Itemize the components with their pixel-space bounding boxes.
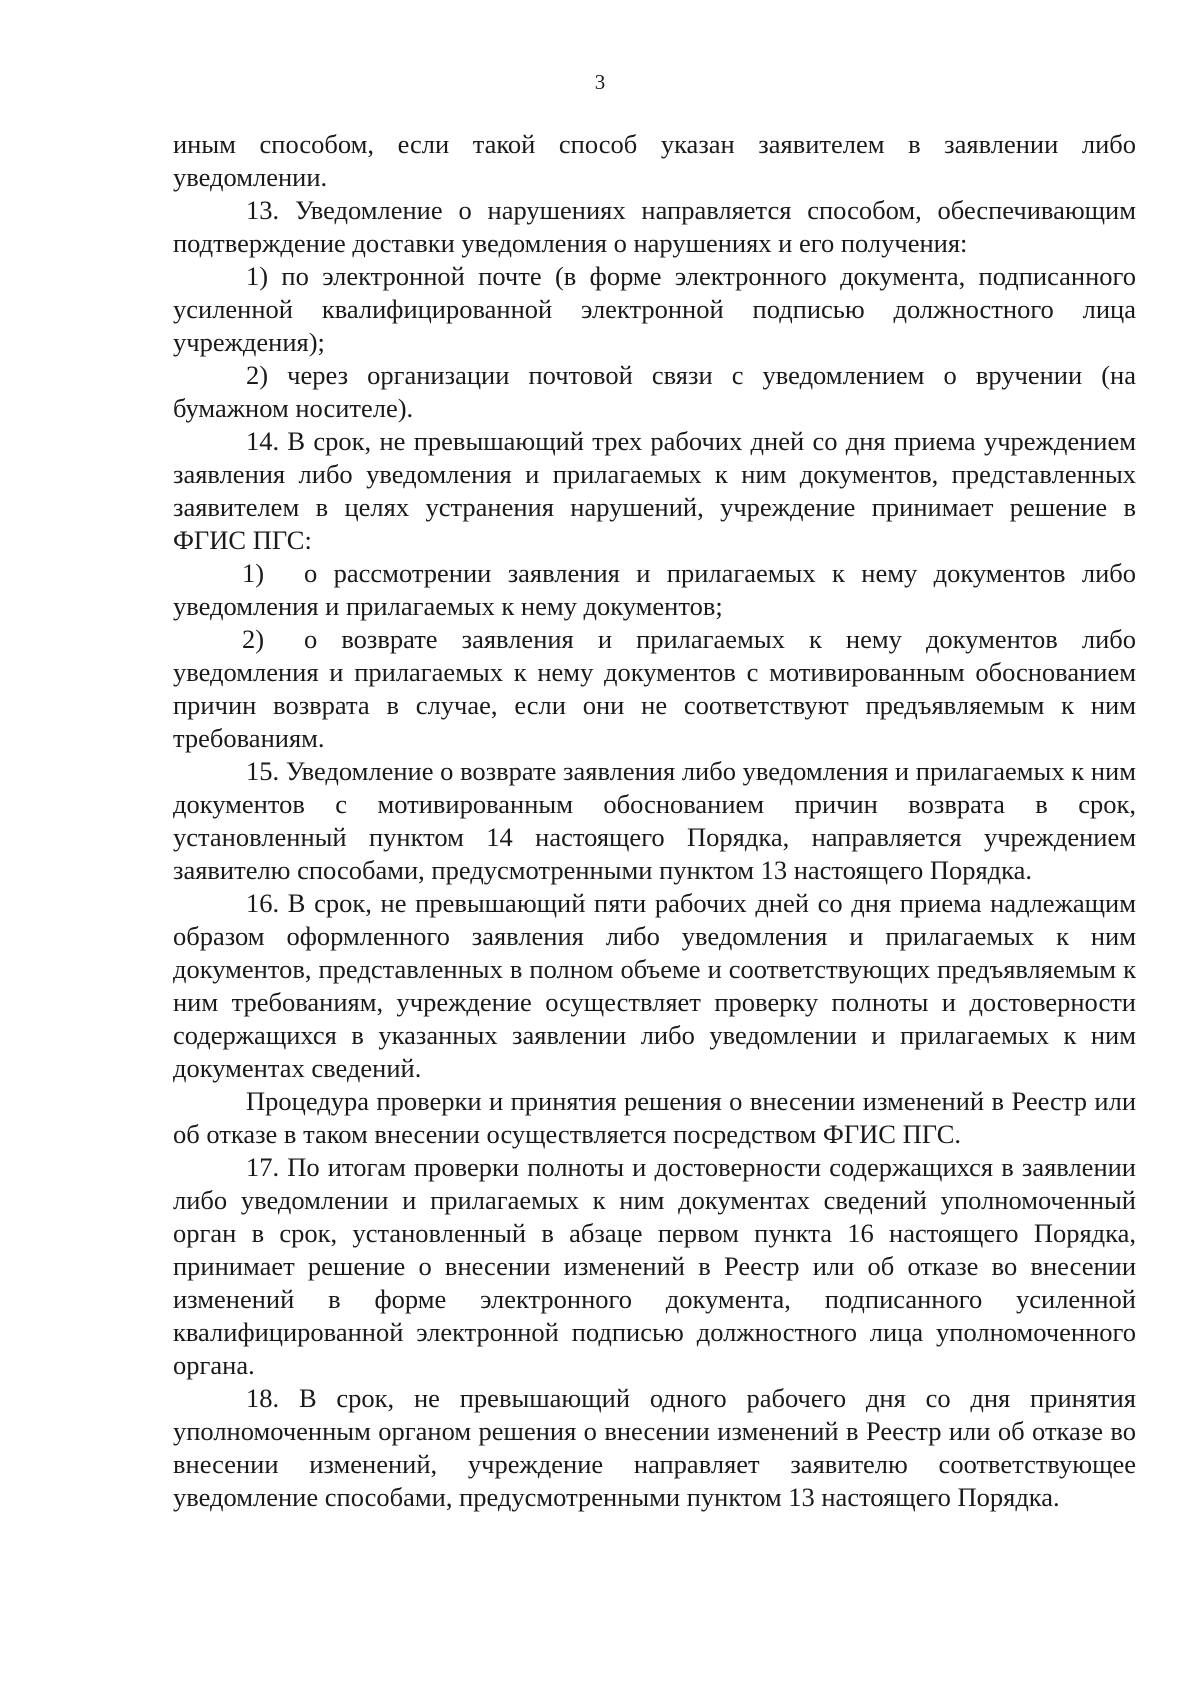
paragraph-item-15: 15. Уведомление о возврате заявления либо уведомления и прилагаемых к ним документов с мотивированным обоснованием причин возврата в срок, установленный пунктом 14 настоящего Порядка, направляется учреждением заявителю способами, предусмотренными пунктом 13 настоящего Порядка.: [173, 756, 1136, 885]
paragraph-item-17: 17. По итогам проверки полноты и достоверности содержащихся в заявлении либо уведомлении и прилагаемых к ним документах сведений уполномоченный орган в срок, установленный в абзаце первом пункта 16 настоящего Порядка, принимает решение о внесении изменений в Реестр или об отказе во внесении изменений в форме электронного документа, подписанного усиленной квалифицированной электронной подписью должностного лица уполномоченного органа.: [173, 1152, 1136, 1380]
page-number: 3: [594, 70, 606, 94]
paragraph-item-13-2: 2) через организации почтовой связи с уведомлением о вручении (на бумажном носителе).: [173, 360, 1136, 423]
subitem-text: о рассмотрении заявления и прилагаемых к нему документов либо уведомления и прилагаемых к нему документов;: [173, 558, 1136, 621]
subitem-number: 1): [242, 558, 265, 588]
paragraph-continuation: иным способом, если такой способ указан заявителем в заявлении либо уведомлении.: [173, 129, 1136, 192]
paragraph-item-13-1: 1) по электронной почте (в форме электронного документа, подписанного усиленной квалифицированной электронной подписью должностного лица учреждения);: [173, 261, 1136, 357]
paragraph-item-13: 13. Уведомление о нарушениях направляется способом, обеспечивающим подтверждение доставки уведомления о нарушениях и его получения:: [173, 195, 1136, 258]
paragraph-item-16: 16. В срок, не превышающий пяти рабочих дней со дня приема надлежащим образом оформленного заявления либо уведомления и прилагаемых к ним документов, представленных в полном объеме и соответствующих предъявляемым к ним требованиям, учреждение осуществляет проверку полноты и достоверности содержащихся в указанных заявлении либо уведомлении и прилагаемых к ним документах сведений.: [173, 888, 1136, 1083]
document-body: [173, 128, 1136, 1514]
paragraph-item-14-2: [173, 623, 1136, 755]
paragraph-item-14-1: [173, 557, 1136, 623]
paragraph-procedure: Процедура проверки и принятия решения о внесении изменений в Реестр или об отказе в таком внесении осуществляется посредством ФГИС ПГС.: [173, 1086, 1136, 1149]
paragraph-item-14: 14. В срок, не превышающий трех рабочих дней со дня приема учреждением заявления либо уведомления и прилагаемых к ним документов, представленных заявителем в целях устранения нарушений, учреждение принимает решение в ФГИС ПГС:: [173, 426, 1136, 555]
subitem-number: 2): [242, 624, 265, 654]
paragraph-item-18: 18. В срок, не превышающий одного рабочего дня со дня принятия уполномоченным органом решения о внесении изменений в Реестр или об отказе во внесении изменений, учреждение направляет заявителю соответствующее уведомление способами, предусмотренными пунктом 13 настоящего Порядка.: [173, 1383, 1136, 1512]
subitem-text: о возврате заявления и прилагаемых к нему документов либо уведомления и прилагаемых к нему документов с мотивированным обоснованием причин возврата в случае, если они не соответствуют предъявляемым к ним требованиям.: [173, 624, 1136, 753]
